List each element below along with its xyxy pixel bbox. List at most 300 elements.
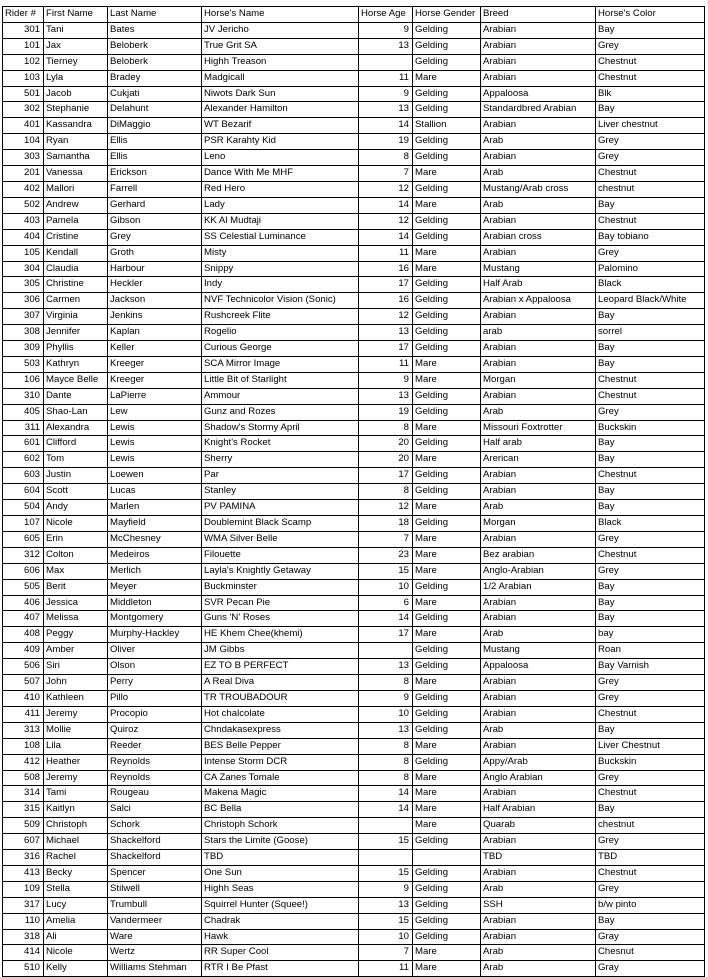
rider-number-cell[interactable]: 103 [3,70,44,86]
breed-cell[interactable]: Quarab [481,818,596,834]
horse-gender-cell[interactable]: Mare [413,675,481,691]
horse-gender-cell[interactable]: Gelding [413,881,481,897]
horse-gender-cell[interactable]: Mare [413,245,481,261]
horse-name-cell[interactable]: Shadow's Stormy April [202,420,359,436]
breed-cell[interactable]: Arab [481,881,596,897]
rider-number-cell[interactable]: 602 [3,452,44,468]
horse-color-cell[interactable]: Leopard Black/White [596,293,705,309]
last-name-cell[interactable]: Gerhard [108,197,202,213]
rider-number-cell[interactable]: 315 [3,802,44,818]
horse-name-cell[interactable]: EZ TO B PERFECT [202,659,359,675]
rider-number-cell[interactable]: 505 [3,579,44,595]
horse-age-cell[interactable]: 12 [359,309,413,325]
breed-cell[interactable]: Arabian [481,245,596,261]
horse-name-cell[interactable]: Intense Storm DCR [202,754,359,770]
horse-color-cell[interactable]: Grey [596,245,705,261]
horse-age-cell[interactable]: 17 [359,341,413,357]
first-name-cell[interactable]: Rachel [44,850,108,866]
horse-name-cell[interactable]: Buckminster [202,579,359,595]
horse-name-cell[interactable]: Dance With Me MHF [202,166,359,182]
last-name-cell[interactable]: Farrell [108,181,202,197]
horse-name-cell[interactable]: PSR Karahty Kid [202,134,359,150]
last-name-cell[interactable]: Jenkins [108,309,202,325]
breed-cell[interactable]: Arabian [481,38,596,54]
horse-name-cell[interactable]: One Sun [202,865,359,881]
first-name-cell[interactable]: Kaitlyn [44,802,108,818]
horse-gender-cell[interactable]: Gelding [413,516,481,532]
horse-gender-cell[interactable]: Gelding [413,309,481,325]
horse-name-cell[interactable]: Niwots Dark Sun [202,86,359,102]
rider-number-cell[interactable]: 314 [3,786,44,802]
breed-cell[interactable]: Arab [481,961,596,977]
rider-number-cell[interactable]: 201 [3,166,44,182]
horse-gender-cell[interactable]: Gelding [413,134,481,150]
first-name-cell[interactable]: Kendall [44,245,108,261]
horse-age-cell[interactable]: 17 [359,468,413,484]
horse-age-cell[interactable]: 14 [359,229,413,245]
horse-gender-cell[interactable]: Gelding [413,102,481,118]
first-name-cell[interactable]: Virginia [44,309,108,325]
first-name-cell[interactable]: Peggy [44,627,108,643]
horse-name-cell[interactable]: WT Bezarif [202,118,359,134]
horse-gender-cell[interactable]: Mare [413,786,481,802]
horse-gender-cell[interactable]: Mare [413,945,481,961]
horse-name-cell[interactable]: BC Bella [202,802,359,818]
horse-name-cell[interactable]: TR TROUBADOUR [202,690,359,706]
last-name-cell[interactable]: Kreeger [108,356,202,372]
breed-cell[interactable]: Arabian [481,341,596,357]
horse-gender-cell[interactable]: Gelding [413,611,481,627]
horse-age-cell[interactable]: 16 [359,293,413,309]
horse-color-cell[interactable]: Bay [596,197,705,213]
last-name-cell[interactable]: Ellis [108,134,202,150]
horse-gender-cell[interactable]: Gelding [413,86,481,102]
rider-number-cell[interactable]: 105 [3,245,44,261]
first-name-cell[interactable]: Lucy [44,897,108,913]
horse-gender-cell[interactable]: Mare [413,818,481,834]
rider-number-cell[interactable]: 104 [3,134,44,150]
horse-age-cell[interactable]: 15 [359,865,413,881]
horse-color-cell[interactable]: Bay [596,595,705,611]
last-name-cell[interactable]: McChesney [108,531,202,547]
horse-age-cell[interactable]: 12 [359,500,413,516]
horse-name-cell[interactable]: Highh Seas [202,881,359,897]
horse-age-cell[interactable]: 10 [359,929,413,945]
horse-color-cell[interactable]: chestnut [596,818,705,834]
horse-color-cell[interactable]: Grey [596,404,705,420]
last-name-cell[interactable]: Ware [108,929,202,945]
horse-name-cell[interactable]: Chndakasexpress [202,722,359,738]
horse-color-cell[interactable]: Buckskin [596,420,705,436]
breed-cell[interactable]: Arabian x Appaloosa [481,293,596,309]
first-name-cell[interactable]: Nicole [44,516,108,532]
horse-name-cell[interactable]: Stars the Limite (Goose) [202,834,359,850]
rider-number-cell[interactable]: 410 [3,690,44,706]
first-name-cell[interactable]: Clifford [44,436,108,452]
horse-color-cell[interactable]: Bay Varnish [596,659,705,675]
breed-cell[interactable]: Arabian [481,118,596,134]
last-name-cell[interactable]: Jackson [108,293,202,309]
breed-cell[interactable]: Arabian [481,468,596,484]
last-name-cell[interactable]: Lewis [108,436,202,452]
rider-number-cell[interactable]: 509 [3,818,44,834]
first-name-cell[interactable]: Jax [44,38,108,54]
breed-cell[interactable]: Mustang/Arab cross [481,181,596,197]
rider-number-cell[interactable]: 411 [3,706,44,722]
horse-gender-cell[interactable]: Gelding [413,754,481,770]
last-name-cell[interactable]: Delahunt [108,102,202,118]
first-name-cell[interactable]: Mollie [44,722,108,738]
horse-age-cell[interactable]: 8 [359,675,413,691]
horse-color-cell[interactable]: Bay [596,436,705,452]
rider-number-cell[interactable]: 308 [3,325,44,341]
horse-color-cell[interactable]: Gray [596,961,705,977]
horse-name-cell[interactable]: Curious George [202,341,359,357]
breed-cell[interactable]: Anglo Arabian [481,770,596,786]
rider-number-cell[interactable]: 504 [3,500,44,516]
horse-age-cell[interactable]: 9 [359,22,413,38]
rider-number-cell[interactable]: 304 [3,261,44,277]
horse-gender-cell[interactable]: Mare [413,420,481,436]
horse-color-cell[interactable]: Grey [596,675,705,691]
breed-cell[interactable]: Appaloosa [481,659,596,675]
breed-cell[interactable]: Arab [481,134,596,150]
first-name-cell[interactable]: Claudia [44,261,108,277]
breed-cell[interactable]: Appaloosa [481,86,596,102]
horse-name-cell[interactable]: SCA Mirror Image [202,356,359,372]
first-name-cell[interactable]: Tierney [44,54,108,70]
horse-color-cell[interactable]: Bay [596,452,705,468]
first-name-cell[interactable]: Colton [44,547,108,563]
horse-age-cell[interactable]: 13 [359,897,413,913]
breed-cell[interactable]: Arabian [481,611,596,627]
horse-age-cell[interactable]: 11 [359,70,413,86]
horse-color-cell[interactable]: Bay [596,22,705,38]
horse-age-cell[interactable]: 8 [359,770,413,786]
horse-name-cell[interactable]: Highh Treason [202,54,359,70]
breed-cell[interactable]: Arabian [481,22,596,38]
horse-gender-cell[interactable] [413,850,481,866]
breed-cell[interactable]: Arabian [481,690,596,706]
first-name-cell[interactable]: Amelia [44,913,108,929]
last-name-cell[interactable]: Quiroz [108,722,202,738]
horse-name-cell[interactable]: Knight's Rocket [202,436,359,452]
breed-cell[interactable]: Arabian [481,54,596,70]
horse-age-cell[interactable]: 8 [359,420,413,436]
horse-color-cell[interactable]: Grey [596,563,705,579]
horse-gender-cell[interactable]: Mare [413,531,481,547]
first-name-cell[interactable]: Vanessa [44,166,108,182]
horse-color-cell[interactable]: bay [596,627,705,643]
first-name-cell[interactable]: Heather [44,754,108,770]
horse-color-cell[interactable]: Chestnut [596,547,705,563]
horse-gender-cell[interactable]: Mare [413,627,481,643]
horse-name-cell[interactable]: TBD [202,850,359,866]
horse-name-cell[interactable]: SVR Pecan Pie [202,595,359,611]
breed-cell[interactable]: Standardbred Arabian [481,102,596,118]
rider-number-cell[interactable]: 107 [3,516,44,532]
horse-age-cell[interactable]: 9 [359,881,413,897]
horse-age-cell[interactable]: 13 [359,722,413,738]
last-name-cell[interactable]: Rougeau [108,786,202,802]
last-name-cell[interactable]: Beloberk [108,54,202,70]
last-name-cell[interactable]: Merlich [108,563,202,579]
horse-color-cell[interactable]: Grey [596,881,705,897]
horse-age-cell[interactable]: 13 [359,102,413,118]
horse-name-cell[interactable]: JM Gibbs [202,643,359,659]
horse-name-cell[interactable]: Christoph Schork [202,818,359,834]
breed-cell[interactable]: Arerican [481,452,596,468]
rider-number-cell[interactable]: 403 [3,213,44,229]
horse-color-cell[interactable]: TBD [596,850,705,866]
last-name-cell[interactable]: Meyer [108,579,202,595]
horse-color-cell[interactable]: Bay [596,356,705,372]
horse-name-cell[interactable]: Leno [202,150,359,166]
horse-gender-cell[interactable]: Gelding [413,834,481,850]
horse-name-cell[interactable]: Rushcreek Flite [202,309,359,325]
rider-number-cell[interactable]: 404 [3,229,44,245]
breed-cell[interactable]: Arabian [481,738,596,754]
horse-color-cell[interactable]: b/w pinto [596,897,705,913]
rider-number-cell[interactable]: 508 [3,770,44,786]
horse-name-cell[interactable]: Indy [202,277,359,293]
breed-cell[interactable]: Arab [481,945,596,961]
breed-cell[interactable]: Arabian [481,213,596,229]
horse-color-cell[interactable]: Bay [596,913,705,929]
first-name-cell[interactable]: Tani [44,22,108,38]
last-name-cell[interactable]: Lew [108,404,202,420]
breed-cell[interactable]: SSH [481,897,596,913]
horse-gender-cell[interactable]: Gelding [413,404,481,420]
horse-gender-cell[interactable]: Mare [413,197,481,213]
first-name-cell[interactable]: Siri [44,659,108,675]
first-name-cell[interactable]: Jeremy [44,770,108,786]
horse-age-cell[interactable]: 14 [359,197,413,213]
first-name-cell[interactable]: Tom [44,452,108,468]
horse-gender-cell[interactable]: Gelding [413,436,481,452]
first-name-cell[interactable]: John [44,675,108,691]
first-name-cell[interactable]: Amber [44,643,108,659]
horse-gender-cell[interactable]: Mare [413,372,481,388]
horse-gender-cell[interactable]: Gelding [413,897,481,913]
first-name-cell[interactable]: Tami [44,786,108,802]
horse-name-cell[interactable]: Chadrak [202,913,359,929]
rider-number-cell[interactable]: 604 [3,484,44,500]
rider-number-cell[interactable]: 607 [3,834,44,850]
breed-cell[interactable]: Arabian [481,356,596,372]
horse-gender-cell[interactable]: Gelding [413,579,481,595]
horse-name-cell[interactable]: Lady [202,197,359,213]
last-name-cell[interactable]: Procopio [108,706,202,722]
first-name-cell[interactable]: Mallori [44,181,108,197]
horse-age-cell[interactable]: 15 [359,563,413,579]
horse-age-cell[interactable]: 20 [359,452,413,468]
horse-age-cell[interactable]: 7 [359,531,413,547]
last-name-cell[interactable]: Spencer [108,865,202,881]
last-name-cell[interactable]: Gibson [108,213,202,229]
horse-color-cell[interactable]: Chestnut [596,786,705,802]
last-name-cell[interactable]: Marlen [108,500,202,516]
horse-color-cell[interactable]: Grey [596,38,705,54]
horse-age-cell[interactable]: 8 [359,484,413,500]
first-name-cell[interactable]: Stella [44,881,108,897]
horse-gender-cell[interactable]: Mare [413,70,481,86]
breed-cell[interactable]: Mustang [481,643,596,659]
first-name-cell[interactable]: Christine [44,277,108,293]
breed-cell[interactable]: Arabian [481,595,596,611]
first-name-cell[interactable]: Jeremy [44,706,108,722]
horse-name-cell[interactable]: JV Jericho [202,22,359,38]
first-name-cell[interactable]: Kathryn [44,356,108,372]
horse-color-cell[interactable]: Black [596,277,705,293]
horse-age-cell[interactable]: 19 [359,404,413,420]
horse-name-cell[interactable]: Makena Magic [202,786,359,802]
horse-color-cell[interactable]: Bay [596,802,705,818]
last-name-cell[interactable]: Mayfield [108,516,202,532]
horse-age-cell[interactable]: 12 [359,213,413,229]
breed-cell[interactable]: 1/2 Arabian [481,579,596,595]
last-name-cell[interactable]: Keller [108,341,202,357]
rider-number-cell[interactable]: 101 [3,38,44,54]
horse-age-cell[interactable]: 10 [359,579,413,595]
horse-name-cell[interactable]: Hawk [202,929,359,945]
breed-cell[interactable]: Missouri Foxtrotter [481,420,596,436]
horse-color-cell[interactable]: Chestnut [596,372,705,388]
breed-cell[interactable]: Arabian [481,150,596,166]
first-name-cell[interactable]: Lyla [44,70,108,86]
horse-age-cell[interactable]: 6 [359,595,413,611]
horse-name-cell[interactable]: SS Celestial Luminance [202,229,359,245]
first-name-cell[interactable]: Pamela [44,213,108,229]
first-name-cell[interactable]: Erin [44,531,108,547]
horse-name-cell[interactable]: WMA Silver Belle [202,531,359,547]
horse-gender-cell[interactable]: Gelding [413,659,481,675]
horse-gender-cell[interactable]: Gelding [413,150,481,166]
rider-number-cell[interactable]: 409 [3,643,44,659]
horse-age-cell[interactable]: 17 [359,277,413,293]
horse-color-cell[interactable]: Grey [596,690,705,706]
horse-age-cell[interactable]: 11 [359,245,413,261]
horse-name-cell[interactable]: Gunz and Rozes [202,404,359,420]
horse-color-cell[interactable]: Chestnut [596,865,705,881]
horse-gender-cell[interactable]: Gelding [413,706,481,722]
horse-gender-cell[interactable]: Mare [413,500,481,516]
first-name-cell[interactable]: Andy [44,500,108,516]
first-name-cell[interactable]: Christoph [44,818,108,834]
last-name-cell[interactable]: Grey [108,229,202,245]
rider-number-cell[interactable]: 307 [3,309,44,325]
horse-color-cell[interactable]: Bay tobiano [596,229,705,245]
horse-name-cell[interactable]: KK Al Mudtaji [202,213,359,229]
horse-age-cell[interactable]: 8 [359,754,413,770]
last-name-cell[interactable]: Schork [108,818,202,834]
last-name-cell[interactable]: Reynolds [108,754,202,770]
horse-age-cell[interactable]: 11 [359,356,413,372]
horse-age-cell[interactable]: 7 [359,945,413,961]
horse-age-cell[interactable]: 19 [359,134,413,150]
horse-name-cell[interactable]: Red Hero [202,181,359,197]
horse-age-cell[interactable]: 18 [359,516,413,532]
rider-number-cell[interactable]: 110 [3,913,44,929]
horse-gender-cell[interactable]: Gelding [413,913,481,929]
horse-color-cell[interactable]: Chestnut [596,213,705,229]
horse-age-cell[interactable]: 9 [359,372,413,388]
last-name-cell[interactable]: Middleton [108,595,202,611]
first-name-cell[interactable]: Cristine [44,229,108,245]
last-name-cell[interactable]: Heckler [108,277,202,293]
rider-number-cell[interactable]: 413 [3,865,44,881]
horse-name-cell[interactable]: Little Bit of Starlight [202,372,359,388]
breed-cell[interactable]: Arabian [481,675,596,691]
horse-gender-cell[interactable]: Mare [413,547,481,563]
rider-number-cell[interactable]: 309 [3,341,44,357]
rider-number-cell[interactable]: 310 [3,388,44,404]
horse-color-cell[interactable]: Grey [596,531,705,547]
horse-name-cell[interactable]: Rogelio [202,325,359,341]
horse-color-cell[interactable]: Bay [596,579,705,595]
horse-color-cell[interactable]: Liver chestnut [596,118,705,134]
breed-cell[interactable]: Arab [481,197,596,213]
breed-cell[interactable]: TBD [481,850,596,866]
rider-number-cell[interactable]: 402 [3,181,44,197]
first-name-cell[interactable]: Jacob [44,86,108,102]
first-name-cell[interactable]: Jennifer [44,325,108,341]
horse-name-cell[interactable]: Doublemint Black Scamp [202,516,359,532]
horse-gender-cell[interactable]: Mare [413,595,481,611]
breed-cell[interactable]: Morgan [481,516,596,532]
horse-gender-cell[interactable]: Gelding [413,181,481,197]
rider-number-cell[interactable]: 501 [3,86,44,102]
horse-color-cell[interactable]: Gray [596,929,705,945]
horse-gender-cell[interactable]: Gelding [413,722,481,738]
horse-age-cell[interactable] [359,643,413,659]
horse-color-cell[interactable]: sorrel [596,325,705,341]
horse-gender-cell[interactable]: Gelding [413,229,481,245]
breed-cell[interactable]: Arab [481,166,596,182]
horse-age-cell[interactable]: 14 [359,118,413,134]
first-name-cell[interactable]: Max [44,563,108,579]
first-name-cell[interactable]: Carmen [44,293,108,309]
first-name-cell[interactable]: Melissa [44,611,108,627]
horse-age-cell[interactable]: 23 [359,547,413,563]
rider-number-cell[interactable]: 316 [3,850,44,866]
last-name-cell[interactable]: Trumbull [108,897,202,913]
horse-gender-cell[interactable]: Gelding [413,325,481,341]
breed-cell[interactable]: Arabian [481,309,596,325]
horse-name-cell[interactable]: RR Super Cool [202,945,359,961]
horse-name-cell[interactable]: Madgicall [202,70,359,86]
horse-color-cell[interactable]: Grey [596,770,705,786]
horse-name-cell[interactable]: Hot chalcolate [202,706,359,722]
breed-cell[interactable]: Half Arab [481,277,596,293]
rider-number-cell[interactable]: 102 [3,54,44,70]
rider-number-cell[interactable]: 414 [3,945,44,961]
horse-gender-cell[interactable]: Mare [413,961,481,977]
horse-gender-cell[interactable]: Mare [413,738,481,754]
breed-cell[interactable]: Arabian [481,929,596,945]
last-name-cell[interactable]: LaPierre [108,388,202,404]
horse-age-cell[interactable]: 13 [359,325,413,341]
horse-color-cell[interactable]: Bay [596,309,705,325]
horse-age-cell[interactable]: 10 [359,706,413,722]
breed-cell[interactable]: Arabian cross [481,229,596,245]
breed-cell[interactable]: Arabian [481,388,596,404]
first-name-cell[interactable]: Ryan [44,134,108,150]
last-name-cell[interactable]: Kaplan [108,325,202,341]
first-name-cell[interactable]: Kathleen [44,690,108,706]
rider-number-cell[interactable]: 302 [3,102,44,118]
horse-name-cell[interactable]: HE Khem Chee(khemi) [202,627,359,643]
